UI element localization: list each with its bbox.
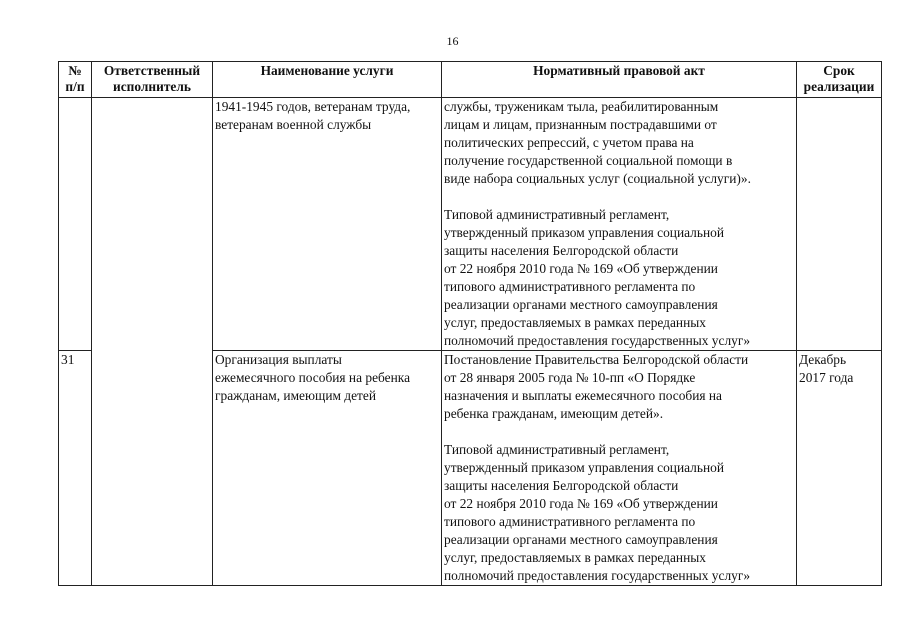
header-term: Срок реализации	[797, 62, 882, 98]
act-paragraph: Постановление Правительства Белгородской области от 28 января 2005 года № 10-пп «О Порядке назначения и выплаты ежемесячного пособия на ребенка гражданам, имеющим детей».	[444, 352, 749, 421]
header-act: Нормативный правовой акт	[442, 62, 797, 98]
act-paragraph: Типовой административный регламент, утвержденный приказом управления социальной защиты населения Белгородской области от 22 ноября 2010 года № 169 «Об утверждении типового административного регламента по реализации органами местного самоуправления услуг, предоставляемых в рамках переданных полномочий предоставления государственных услуг»	[444, 207, 751, 348]
table-header-row	[59, 62, 882, 98]
row-service: Организация выплаты ежемесячного пособия на ребенка гражданам, имеющим детей	[213, 351, 442, 586]
row-act	[442, 351, 797, 586]
header-num: № п/п	[59, 62, 92, 98]
row-num	[59, 98, 92, 351]
table-row	[59, 98, 882, 351]
row-term: Декабрь 2017 года	[797, 351, 882, 586]
row-act	[442, 98, 797, 351]
row-executor	[92, 98, 213, 586]
services-table	[58, 61, 882, 586]
row-service: 1941-1945 годов, ветеранам труда, ветеранам военной службы	[213, 98, 442, 351]
act-paragraph: Типовой административный регламент, утвержденный приказом управления социальной защиты населения Белгородской области от 22 ноября 2010 года № 169 «Об утверждении типового административного регламента по реализации органами местного самоуправления услуг, предоставляемых в рамках переданных полномочий предоставления государственных услуг»	[444, 442, 751, 583]
page-number: 16	[446, 34, 459, 48]
header-service: Наименование услуги	[213, 62, 442, 98]
header-executor: Ответственный исполнитель	[92, 62, 213, 98]
row-num: 31	[59, 351, 92, 586]
row-term	[797, 98, 882, 351]
act-paragraph: службы, труженикам тыла, реабилитированным лицам и лицам, признанным пострадавшими от политических репрессий, с учетом права на получение государственной социальной помощи в виде набора социальных услуг (социальной услуги)».	[444, 99, 751, 186]
